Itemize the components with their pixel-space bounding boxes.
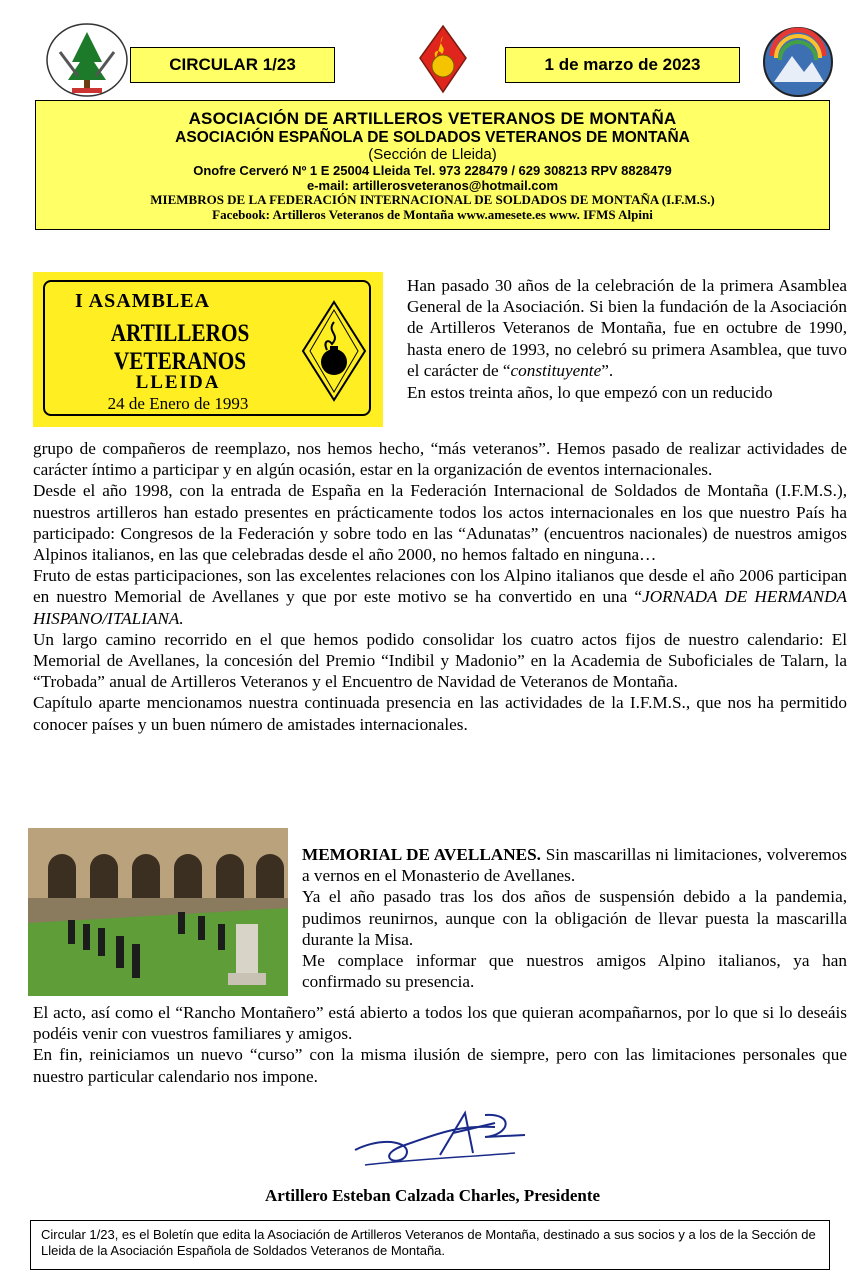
badge-org-name: ARTILLEROS VETERANOS (110, 320, 250, 375)
left-association-logo (42, 22, 132, 100)
alpini-paragraph: Fruto de estas participaciones, son las excelentes relaciones con los Alpino italianos que desde el año 2006 participan en nuestro Memorial de Avellanes y que por este motivo se ha convertido en una “JORNADA DE HERMANDA HISPANO/ITALIANA. (33, 566, 847, 628)
calendar-paragraph: Un largo camino recorrido en el que hemos podido consolidar los cuatro actos fijos de nuestro calendario: El Memorial de Avellanes, la concesión del Premio “Indibil y Madonio” en la Academia de Suboficiales de Talarn, la “Trobada” anual de Artilleros Veteranos y el Encuentro de Navidad de Veteranos de Montaña. (33, 629, 847, 692)
org-title-artilleros: ASOCIACIÓN DE ARTILLEROS VETERANOS DE MONTAÑA (188, 109, 677, 128)
bulletin-footer-note: Circular 1/23, es el Boletín que edita la Asociación de Artilleros Veteranos de Montaña, destinado a sus socios y a los de la Sección de Lleida de la Asociación Española de Soldados Veteranos de Montaña. (30, 1220, 830, 1270)
address-line: Onofre Cerveró Nº 1 E 25004 Lleida Tel. 973 228479 / 629 308213 RPV 8828479 (193, 162, 672, 178)
memorial-alpini: Me complace informar que nuestros amigos Alpino italianos, ya han confirmado su presencia. (302, 951, 847, 992)
date-label: 1 de marzo de 2023 (505, 47, 740, 83)
association-header (35, 100, 830, 230)
memorial-photo (28, 828, 288, 996)
badge-city: LLEIDA (135, 372, 221, 393)
ifms-paragraph: Desde el año 1998, con la entrada de España en la Federación Internacional de Soldados de Montaña (I.F.M.S.), nuestros artilleros han estado presentes en prácticamente todos los actos internacionales en los que nuestro País ha participado: Congresos de la Federación y sobre todo en las “Adunatas” (encuentros nacionales) de nuestros amigos Alpinos italianos, en las que celebradas desde el año 2000, no hemos faltado en ninguna… (33, 481, 847, 565)
facebook-line[interactable]: Facebook: Artilleros Veteranos de Montaña www.amesete.es www. IFMS Alpini (212, 207, 653, 223)
first-assembly-badge (33, 272, 383, 427)
thirty-years-start: En estos treinta años, lo que empezó con un reducido (407, 383, 773, 403)
memorial-pandemic: Ya el año pasado tras los dos años de suspensión debido a la pandemia, pudimos reunirnos, aunque con la obligación de llevar puesta la mascarilla durante la Misa. (302, 887, 847, 949)
mountain-soldiers-logo (762, 26, 834, 98)
badge-date: 24 de Enero de 1993 (107, 394, 249, 413)
circular-number-label: CIRCULAR 1/23 (130, 47, 335, 83)
section-label: (Sección de Lleida) (368, 146, 497, 164)
intro-italic: constituyente (510, 360, 602, 380)
closing-paragraphs (33, 1002, 847, 1087)
president-signature (345, 1105, 530, 1170)
artillery-emblem (418, 24, 468, 94)
intro-text: Han pasado 30 años de la celebración de la primera Asamblea General de la Asociación. Si bien la fundación de la Asociación de Artilleros Veteranos de Montaña, fue en octubre de 1990, hasta enero de 1993, no celebró su primera Asamblea, que tuvo el carácter de “ (407, 276, 847, 380)
federation-line: MIEMBROS DE LA FEDERACIÓN INTERNACIONAL DE SOLDADOS DE MONTAÑA (I.F.M.S.) (150, 192, 715, 208)
president-name: Artillero Esteban Calzada Charles, Presidente (264, 1186, 601, 1205)
thirty-years-rest: grupo de compañeros de reemplazo, nos hemos hecho, “más veteranos”. Hemos pasado de realizar actividades de carácter íntimo a participar y en algún ocasión, estar en la organización de eventos internacionales. (33, 439, 847, 480)
rancho-paragraph: El acto, así como el “Rancho Montañero” está abierto a todos los que quieran acompañarnos, por lo que si lo deseáis podéis venir con vuestros familiares y amigos. (33, 1003, 847, 1044)
main-article (33, 438, 847, 735)
memorial-section (302, 844, 847, 992)
org-title-soldados: ASOCIACIÓN ESPAÑOLA DE SOLDADOS VETERANOS DE MONTAÑA (175, 128, 690, 146)
badge-grenade-emblem (301, 300, 367, 402)
memorial-title: MEMORIAL DE AVELLANES. (302, 845, 541, 864)
email-line[interactable]: e-mail: artillerosveteranos@hotmail.com (306, 177, 559, 193)
new-course-paragraph: En fin, reiniciamos un nuevo “curso” con la misma ilusión de siempre, pero con las limitaciones personales que nuestro particular calendario nos impone. (33, 1045, 847, 1086)
intro-paragraph (407, 275, 847, 403)
intro-end: ”. (601, 360, 614, 380)
memorial-text: Sin mascarillas ni limitaciones, volveremos a vernos en el Monasterio de Avellanes. (302, 845, 847, 886)
ifms-presence-paragraph: Capítulo aparte mencionamos nuestra continuada presencia en las actividades de la I.F.M.S., que nos ha permitido conocer países y un buen número de amistades internacionales. (33, 693, 847, 734)
badge-assembly-title: I ASAMBLEA (75, 290, 211, 312)
